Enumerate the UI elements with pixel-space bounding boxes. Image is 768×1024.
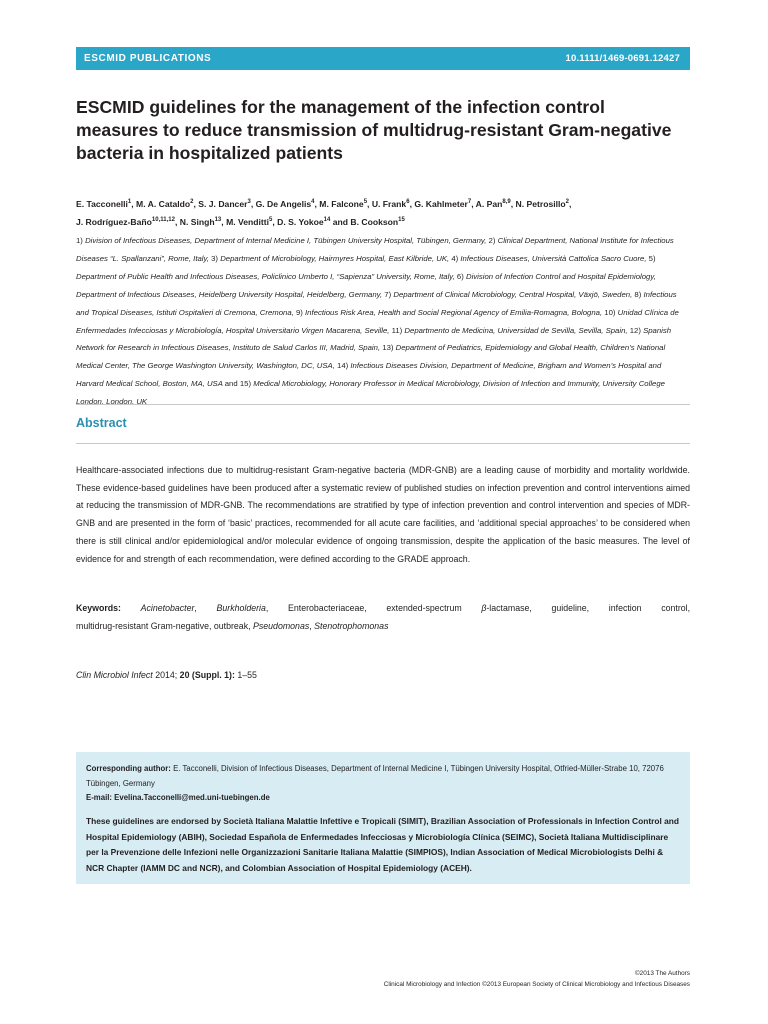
article-title: ESCMID guidelines for the management of the infection control measures to reduce transmission of multidrug-resistant Gram-negative bacteria in hospitalized patients bbox=[76, 97, 672, 163]
keyword-separator: , bbox=[309, 620, 315, 631]
keyword-text: infection bbox=[608, 603, 642, 613]
affiliation-number: 14) bbox=[337, 361, 349, 371]
keywords-label: Keywords: bbox=[76, 603, 121, 613]
author-name: G. De Angelis bbox=[255, 199, 312, 209]
author-affiliation-marker: 4 bbox=[311, 199, 315, 205]
author-name: M. Falcone bbox=[319, 199, 364, 209]
corresponding-author bbox=[86, 762, 680, 791]
affiliation-text: Medical Microbiology, Honorary Professor in Medical Microbiology, Division of Infection and Immunity, University College London, London, UK bbox=[76, 379, 665, 407]
affiliation-number: 2) bbox=[488, 236, 496, 245]
abstract-body: Healthcare-associated infections due to multidrug-resistant Gram-negative bacteria (MDR-GNB) are a leading cause of morbidity and mortality worldwide. These evidence-based guidelines have been produced after a systematic review of published studies on infection prevention and control interventions aimed at reducing the transmission of MDR-GNB. The recommendations are stratified by type of infection prevention and control intervention and species of MDR-GNB and are presented in the form of ‘basic’ practices, recommended for all acute care facilities, and ‘additional special approaches’ to be considered when there is still clinical and/or epidemiological and/or molecular evidence of ongoing transmission, despite the application of the basic measures. The level of evidence for and strength of each recommendation, were defined according to the GRADE approach. bbox=[76, 465, 690, 564]
copyright-authors: ©2013 The Authors bbox=[634, 970, 690, 977]
author-affiliation-marker: 7 bbox=[467, 199, 472, 205]
keyword-text: multidrug-resistant Gram-negative, outbreak, bbox=[76, 620, 253, 631]
abstract-heading: Abstract bbox=[76, 416, 127, 430]
affiliation-number: 9) bbox=[295, 307, 303, 317]
author-name: B. Cookson bbox=[350, 217, 399, 227]
affiliation-number: and 15) bbox=[224, 379, 252, 389]
affiliation-text: Department of Microbiology, Hairmyres Hospital, East Kilbride, UK, bbox=[220, 253, 450, 263]
keyword-separator: , bbox=[194, 603, 197, 613]
affiliation-text: Infectious Risk Area, Health and Social Regional Agency of Emilia-Romagna, Bologna, bbox=[305, 307, 603, 317]
email-line bbox=[86, 791, 680, 806]
affiliation-text: Department of Clinical Microbiology, Central Hospital, Växjö, Sweden, bbox=[393, 289, 633, 299]
author-name: N. Petrosillo bbox=[515, 199, 566, 209]
affiliation-number: 3) bbox=[211, 253, 219, 263]
keyword-text: Burkholderia bbox=[216, 603, 266, 613]
author-name: E. Tacconelli bbox=[76, 199, 128, 209]
journal-name: Clin Microbiol Infect bbox=[76, 670, 153, 680]
keyword-text: Stenotrophomonas bbox=[314, 620, 389, 631]
citation-year: 2014; bbox=[152, 670, 180, 680]
author-affiliation-marker: 14 bbox=[323, 217, 331, 223]
author-separator: , bbox=[314, 199, 320, 209]
author-separator: , bbox=[131, 199, 137, 209]
author-affiliation-marker: 1 bbox=[127, 199, 132, 205]
affiliation-text: Department of Pediatrics, Epidemiology and Global Health, Children’s National Medical Center, The George Washington University, Washington, DC, USA, bbox=[76, 343, 666, 371]
author-affiliation-marker: 2 bbox=[190, 199, 194, 205]
author-name: G. Kahlmeter bbox=[414, 199, 468, 209]
keyword-separator: -lactamase, bbox=[486, 603, 532, 613]
author-name: N. Singh bbox=[179, 217, 215, 227]
author-name: M. Venditti bbox=[226, 217, 270, 227]
author-separator: and bbox=[330, 217, 351, 227]
email-link[interactable]: Evelina.Tacconelli@med.uni-tuebingen.de bbox=[112, 793, 270, 803]
affiliation-number: 11) bbox=[391, 325, 403, 335]
keyword-text: extended-spectrum bbox=[386, 603, 462, 613]
affiliation-text: Infectious Diseases, Università Cattolica Sacro Cuore, bbox=[460, 253, 647, 263]
author-separator: , bbox=[409, 199, 415, 209]
affiliation-text: Departmento de Medicina, Universidad de Sevilla, Sevilla, Spain, bbox=[404, 325, 628, 335]
affiliation-number: 12) bbox=[629, 325, 641, 335]
author-affiliation-marker: 13 bbox=[214, 217, 222, 223]
keywords-line-1 bbox=[141, 603, 690, 613]
citation bbox=[76, 667, 257, 684]
author-affiliation-marker: 8,9 bbox=[502, 199, 511, 205]
divider bbox=[76, 443, 690, 444]
section-label: ESCMID PUBLICATIONS bbox=[84, 53, 212, 64]
page-footer bbox=[384, 968, 690, 990]
author-separator: , bbox=[272, 217, 278, 227]
affiliation-number: 13) bbox=[382, 343, 394, 353]
doi-link[interactable]: 10.1111/1469-0691.12427 bbox=[565, 53, 680, 64]
citation-pages: 1–55 bbox=[234, 670, 257, 680]
corresponding-author-label: Corresponding author: bbox=[86, 764, 171, 773]
author-affiliation-marker: 3 bbox=[247, 199, 251, 205]
author-affiliation-marker: 5 bbox=[363, 199, 368, 205]
author-separator: , bbox=[569, 199, 572, 209]
author-name: A. Pan bbox=[475, 199, 503, 209]
email-label: E-mail: bbox=[86, 793, 112, 803]
author-affiliation-marker: 15 bbox=[398, 217, 405, 223]
affiliation-number: 1) bbox=[76, 236, 83, 245]
author-affiliation-marker: 10,11,12 bbox=[151, 217, 175, 223]
author-separator: , bbox=[367, 199, 372, 209]
keywords bbox=[76, 600, 690, 635]
affiliation-text: Infectious Diseases Division, Department of Medicine, Brigham and Women’s Hospital and Harvard Medical School, Boston, MA, USA bbox=[76, 361, 662, 389]
divider bbox=[76, 404, 690, 405]
keyword-text: Pseudomonas bbox=[253, 620, 310, 631]
author-affiliation-marker: 5 bbox=[269, 217, 273, 223]
author-name: D. S. Yokoe bbox=[277, 217, 324, 227]
affiliation-text: Infectious and Tropical Diseases, Istituti Ospitalieri di Cremona, Cremona, bbox=[76, 289, 677, 317]
affiliation-text: Unidad Clínica de Enfermedades Infecciosas y Microbiología, Hospital Universitario Virgen Macarena, Seville, bbox=[76, 307, 679, 335]
keyword-text: control, bbox=[661, 603, 691, 613]
keywords-line-2 bbox=[76, 618, 690, 636]
header-bar bbox=[76, 47, 690, 70]
affiliation-number: 8) bbox=[634, 289, 642, 299]
author-separator: , bbox=[193, 199, 199, 209]
affiliation-text: Clinical Department, National Institute for Infectious Diseases “L. Spallanzani”, Rome, Italy, bbox=[76, 236, 674, 263]
author-name: U. Frank bbox=[371, 199, 407, 209]
affiliation-text: Division of Infectious Diseases, Department of Internal Medicine I, Tübingen University Hospital, Tübingen, Germany, bbox=[85, 236, 487, 245]
affiliation-list bbox=[76, 232, 690, 411]
affiliation-text: Division of Infection Control and Hospital Epidemiology, Department of Infectious Diseases, Heidelberg University Hospital, Heidelberg, Germany, bbox=[76, 271, 656, 299]
affiliation-number: 10) bbox=[604, 307, 616, 317]
affiliation-number: 5) bbox=[648, 253, 656, 263]
affiliation-number: 6) bbox=[456, 271, 464, 281]
author-separator: , bbox=[471, 199, 476, 209]
keyword-separator: , bbox=[265, 603, 269, 613]
copyright-journal: Clinical Microbiology and Infection ©2013 European Society of Clinical Microbiology and Infectious Diseases bbox=[383, 981, 690, 988]
corresponding-author-text: E. Tacconelli, Division of Infectious Diseases, Department of Internal Medicine I, Tübingen University Hospital, Otfried-Müller-Strabe 10, 72076 Tübingen, Germany bbox=[86, 764, 664, 788]
keyword-text: guideline, bbox=[551, 603, 590, 613]
affiliation-number: 7) bbox=[384, 289, 392, 299]
citation-volume: 20 (Suppl. 1): bbox=[179, 670, 235, 680]
author-name: J. Rodríguez-Baño bbox=[76, 217, 152, 227]
author-separator: , bbox=[221, 217, 227, 227]
correspondence-box bbox=[76, 752, 690, 884]
keyword-text: Enterobacteriaceae, bbox=[288, 603, 367, 613]
author-name: M. A. Cataldo bbox=[136, 199, 191, 209]
affiliation-text: Spanish Network for Research in Infectious Diseases, Instituto de Salud Carlos III, Madrid, Spain, bbox=[76, 325, 672, 353]
endorsement-statement: These guidelines are endorsed by Società Italiana Malattie Infettive e Tropicali (SIMIT), Brazilian Association of Professionals in Infection Control and Hospital Epidemiology (ABIH), Sociedad Española de Enfermedades Infecciosas y Microbiología Clínica (SEIMC), Società Italiana Multidisciplinare per la Prevenzione delle Infezioni nelle Organizzazioni Sanitarie Italiana Malattie (SIMPIOS), Indian Association of Medical Microbiologists Delhi & NCR Chapter (IAMM DC and NCR), and Colombian Association of Hospital Epidemiology (ACEH). bbox=[86, 816, 680, 873]
author-separator: , bbox=[174, 217, 180, 227]
author-separator: , bbox=[510, 199, 516, 209]
keyword-text: β bbox=[481, 603, 487, 613]
keyword-text: Acinetobacter bbox=[140, 603, 195, 613]
affiliation-number: 4) bbox=[451, 253, 459, 263]
author-name: S. J. Dancer bbox=[198, 199, 248, 209]
affiliation-text: Department of Public Health and Infectious Diseases, Policlinico Umberto I, “Sapienza” University, Rome, Italy, bbox=[76, 271, 455, 281]
author-separator: , bbox=[250, 199, 256, 209]
author-affiliation-marker: 2 bbox=[565, 199, 570, 205]
author-list bbox=[76, 195, 688, 231]
author-affiliation-marker: 6 bbox=[406, 199, 410, 205]
